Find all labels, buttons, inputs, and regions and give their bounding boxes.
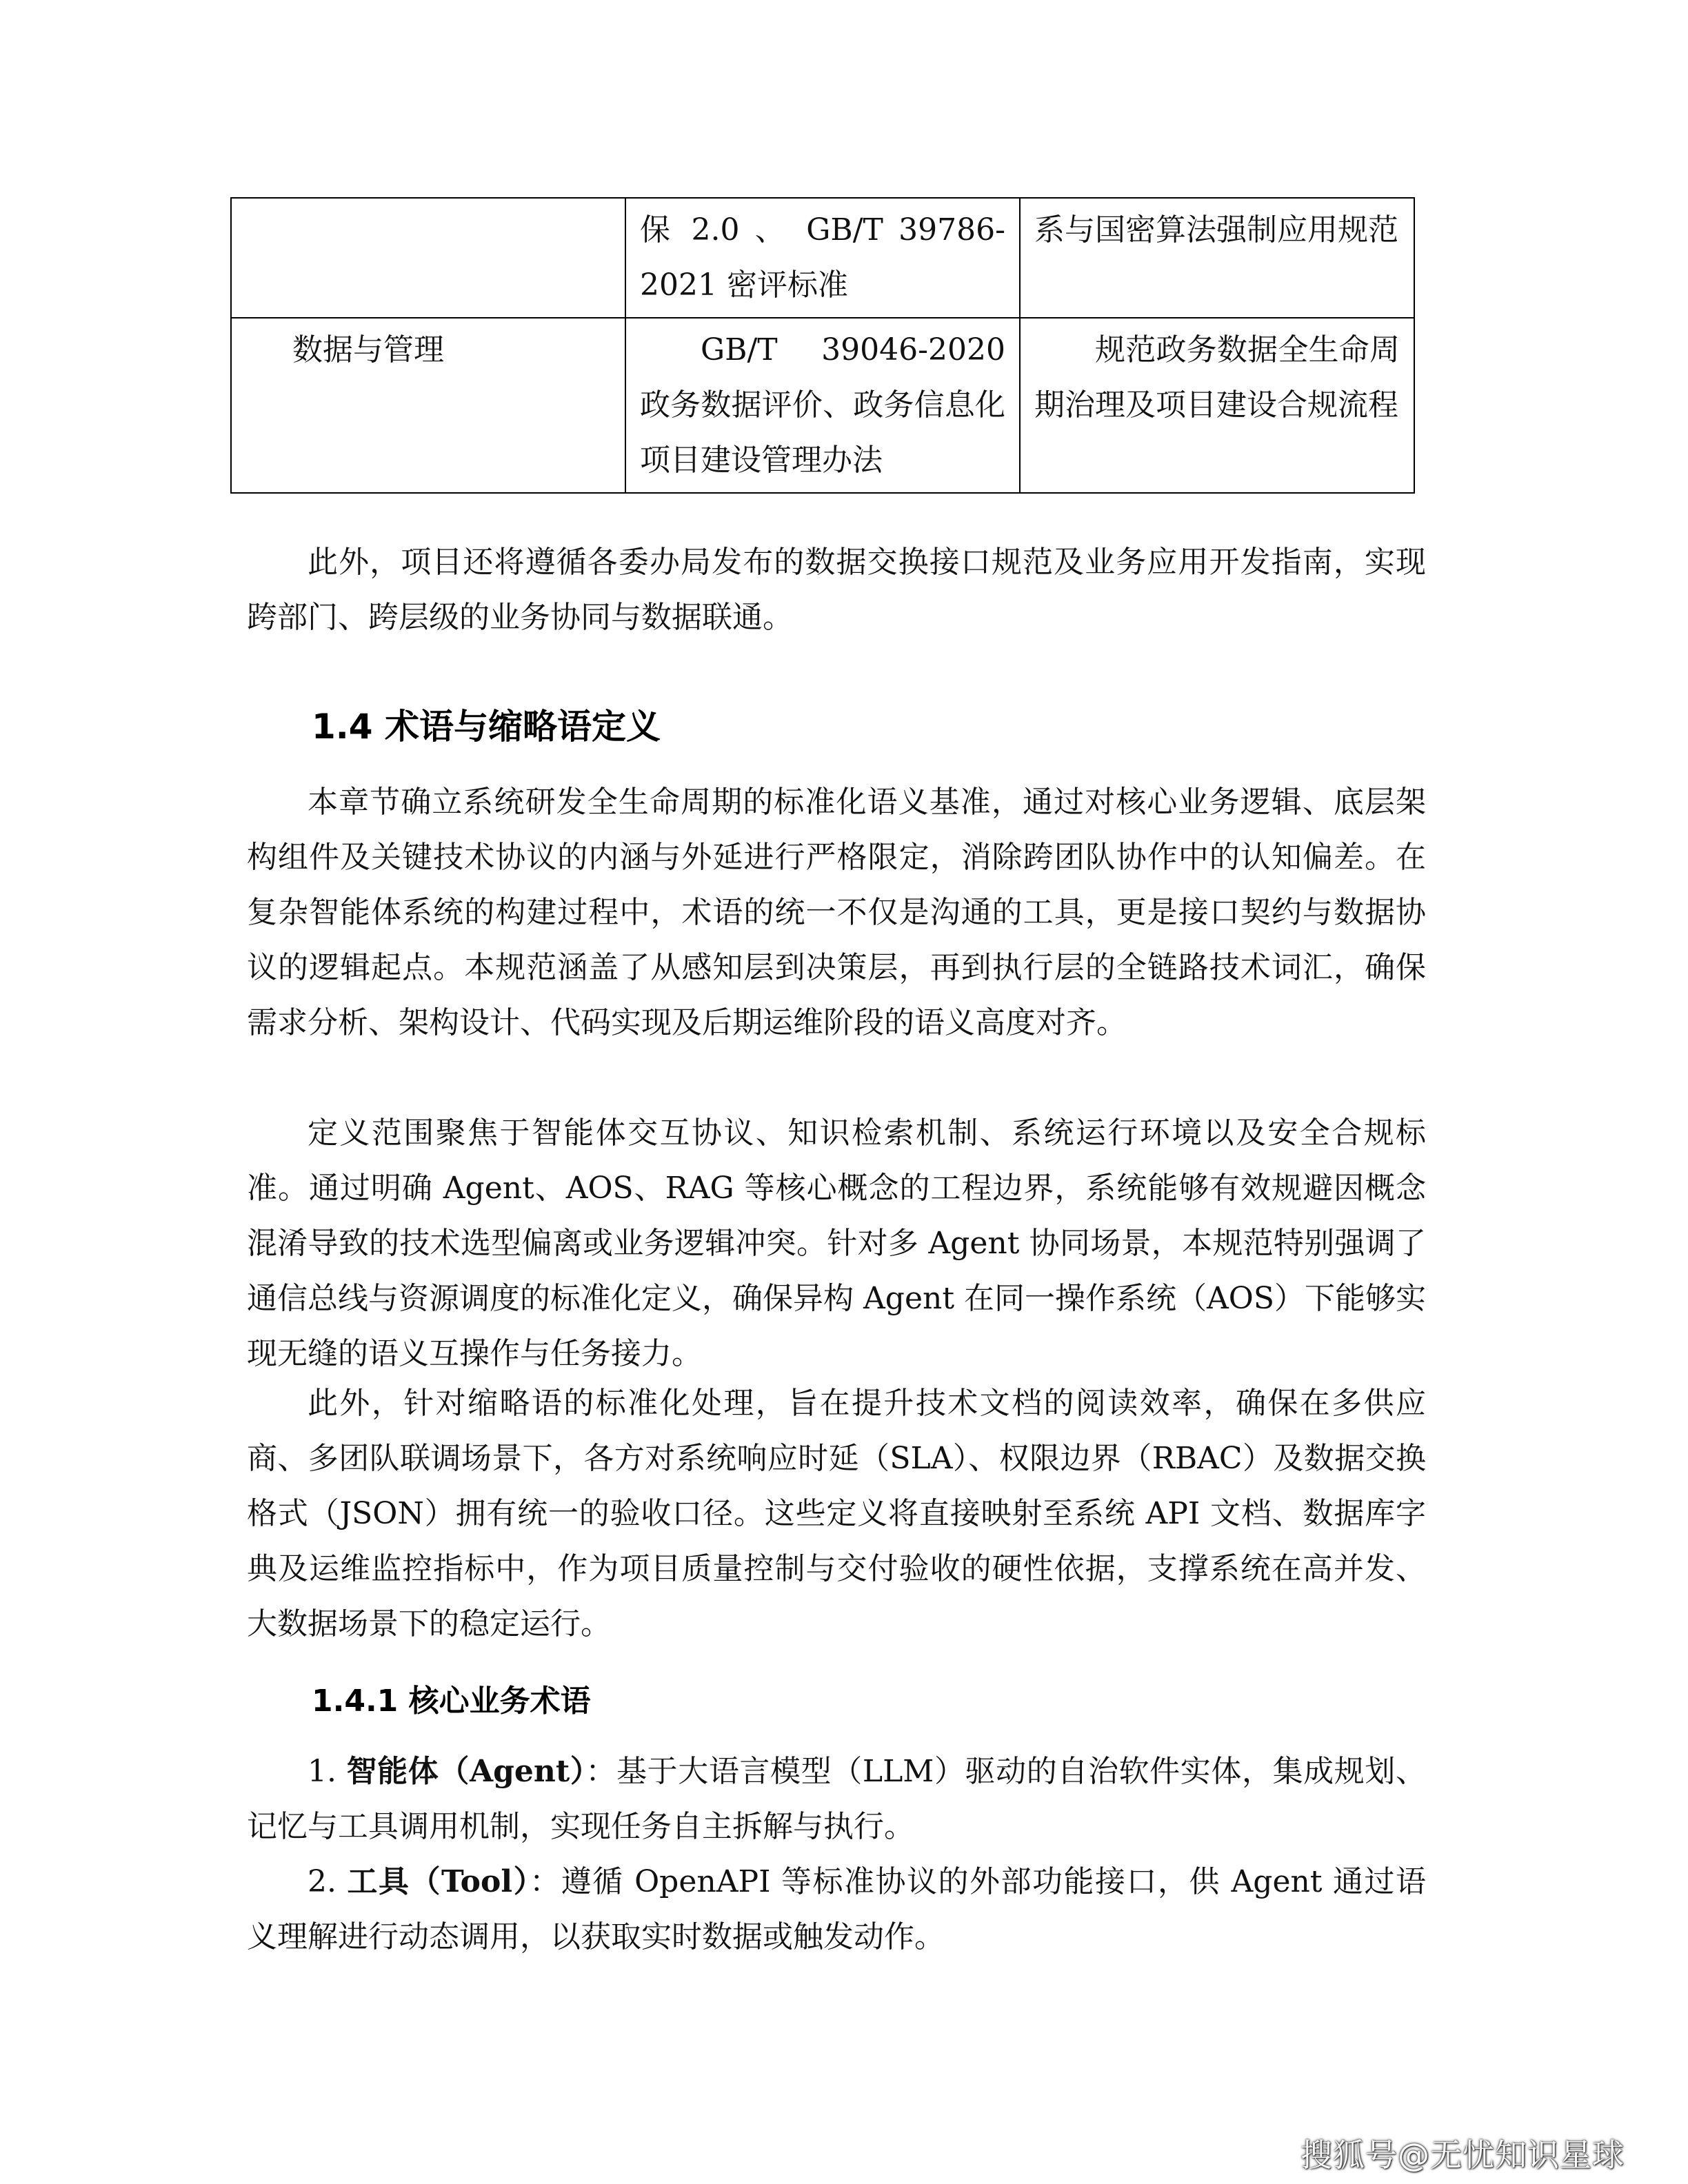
intro-paragraph: 此外，项目还将遵循各委办局发布的数据交换接口规范及业务应用开发指南，实现跨部门、跨层级的业务协同与数据联通。 bbox=[247, 545, 1426, 635]
section-paragraph: 本章节确立系统研发全生命周期的标准化语义基准，通过对核心业务逻辑、底层架构组件及关键技术协议的内涵与外延进行严格限定，消除跨团队协作中的认知偏差。在复杂智能体系统的构建过程中，术语的统一不仅是沟通的工具，更是接口契约与数据协议的逻辑起点。本规范涵盖了从感知层到决策层，再到执行层的全链路技术词汇，确保需求分析、架构设计、代码实现及后期运维阶段的语义高度对齐。 bbox=[247, 785, 1426, 1040]
table-cell-standard: GB/T 39046-2020 政务数据评价、政务信息化项目建设管理办法 bbox=[625, 318, 1020, 493]
table-cell-description: 系与国密算法强制应用规范 bbox=[1020, 198, 1414, 318]
section-heading: 1.4 术语与缩略语定义 bbox=[312, 707, 661, 747]
standards-table bbox=[230, 197, 1415, 494]
list-item bbox=[247, 1854, 1426, 1965]
table-row bbox=[231, 198, 1414, 318]
list-item-definition: ：基于大语言模型（LLM）驱动的自治软件实体，集成规划、记忆与工具调用机制，实现任务自主拆解与执行。 bbox=[247, 1754, 1426, 1844]
table-cell-standard: 保 2.0 、 GB/T 39786-2021 密评标准 bbox=[625, 198, 1020, 318]
table-cell-description: 规范政务数据全生命周期治理及项目建设合规流程 bbox=[1020, 318, 1414, 493]
watermark: 搜狐号@无忧知识星球 bbox=[1300, 2136, 1625, 2174]
table-cell-category bbox=[231, 198, 625, 318]
list-item bbox=[247, 1744, 1426, 1854]
list-item-definition: ：遵循 OpenAPI 等标准协议的外部功能接口，供 Agent 通过语义理解进行动态调用，以获取实时数据或触发动作。 bbox=[247, 1864, 1426, 1954]
list-item-number: 1. bbox=[308, 1754, 336, 1789]
subsection-heading: 1.4.1 核心业务术语 bbox=[312, 1684, 591, 1719]
table-cell-category: 数据与管理 bbox=[231, 318, 625, 493]
section-paragraph: 此外，针对缩略语的标准化处理，旨在提升技术文档的阅读效率，确保在多供应商、多团队联调场景下，各方对系统响应时延（SLA）、权限边界（RBAC）及数据交换格式（JSON）拥有统一的验收口径。这些定义将直接映射至系统 API 文档、数据库字典及运维监控指标中，作为项目质量控制与交付验收的硬性依据，支撑系统在高并发、大数据场景下的稳定运行。 bbox=[247, 1386, 1426, 1641]
table-row bbox=[231, 318, 1414, 493]
list-item-term: 工具（Tool） bbox=[347, 1864, 530, 1899]
list-item-number: 2. bbox=[308, 1864, 336, 1899]
section-paragraph: 定义范围聚焦于智能体交互协议、知识检索机制、系统运行环境以及安全合规标准。通过明确 Agent、AOS、RAG 等核心概念的工程边界，系统能够有效规避因概念混淆导致的技术选型偏离或业务逻辑冲突。针对多 Agent 协同场景，本规范特别强调了通信总线与资源调度的标准化定义，确保异构 Agent 在同一操作系统（AOS）下能够实现无缝的语义互操作与任务接力。 bbox=[247, 1115, 1426, 1371]
list-item-term: 智能体（Agent） bbox=[346, 1754, 586, 1789]
